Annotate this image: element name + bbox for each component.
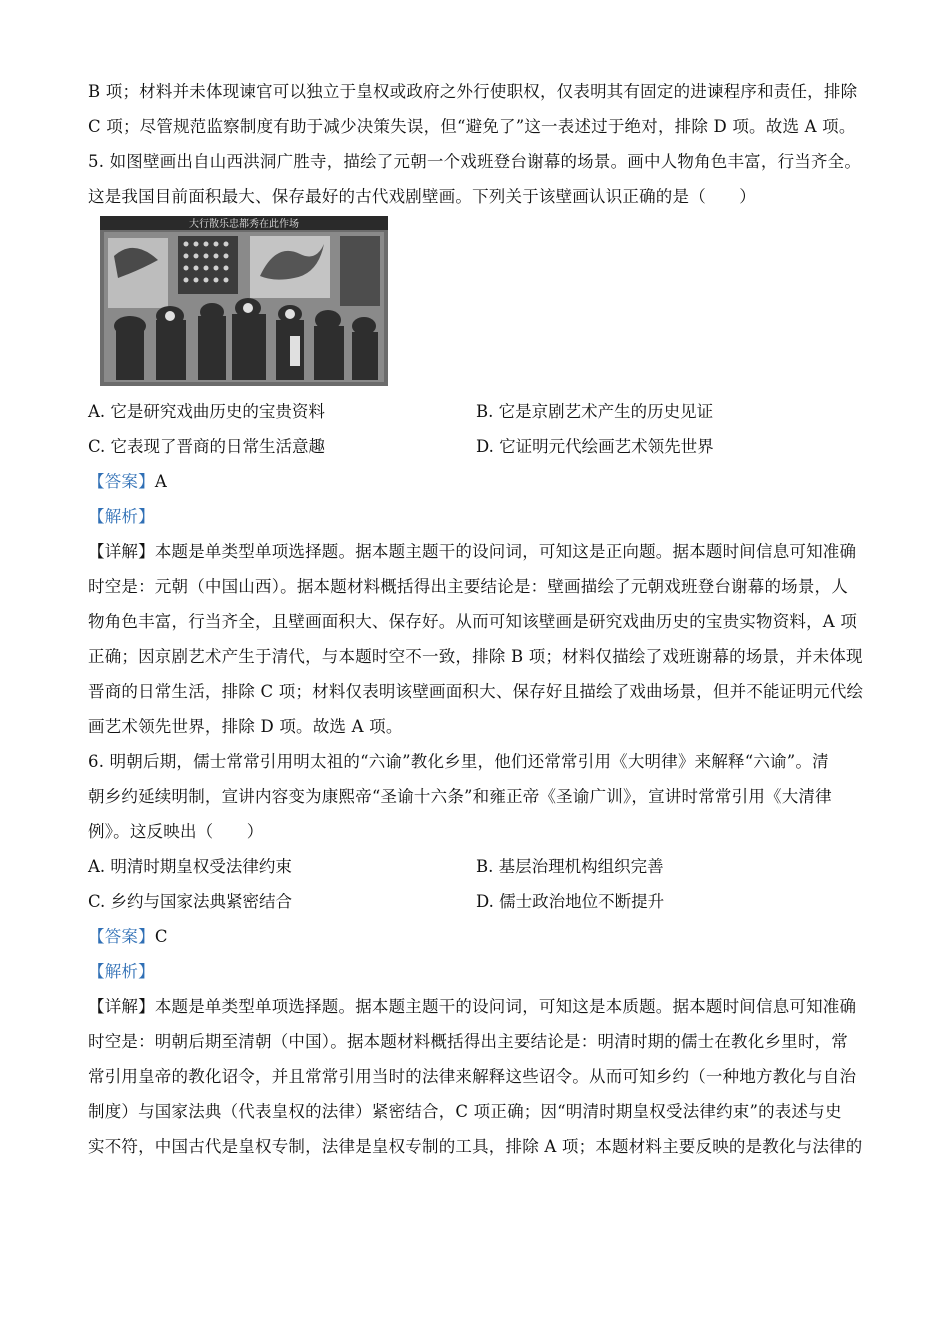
q5-detail-line-4: 正确；因京剧艺术产生于清代，与本题时空不一致，排除 B 项；材料仅描绘了戏班谢幕的场景，并未体现 bbox=[88, 647, 863, 666]
detail-tag: 【详解】 bbox=[88, 542, 155, 561]
answer-tag: 【答案】 bbox=[88, 927, 155, 946]
q5-analysis-heading bbox=[88, 499, 868, 534]
q4-explanation-line-1: B 项；材料并未体现谏官可以独立于皇权或政府之外行使职权，仅表明其有固定的进谏程序和责任，排除 bbox=[88, 82, 858, 101]
q5-options-row-2 bbox=[88, 429, 868, 464]
detail-text: 本题是单类型单项选择题。据本题主题干的设问词，可知这是正向题。据本题时间信息可知准确 bbox=[154, 542, 857, 561]
answer-value: A bbox=[154, 472, 167, 491]
q5-options-row-1 bbox=[88, 394, 868, 429]
detail-tag: 【详解】 bbox=[88, 997, 155, 1016]
q6-option-b: B. 基层治理机构组织完善 bbox=[476, 857, 664, 876]
q6-stem-line-2: 朝乡约延续明制，宣讲内容变为康熙帝“圣谕十六条”和雍正帝《圣谕广训》，宣讲时常常引用《大清律 bbox=[88, 787, 832, 806]
q5-detail-line-1 bbox=[88, 534, 868, 569]
q6-option-d: D. 儒士政治地位不断提升 bbox=[476, 892, 665, 911]
answer-tag: 【答案】 bbox=[88, 472, 155, 491]
q5-detail-line-6: 画艺术领先世界，排除 D 项。故选 A 项。 bbox=[88, 717, 403, 736]
q6-options-row-2 bbox=[88, 884, 868, 919]
q6-detail-line-3: 常引用皇帝的教化诏令，并且常常引用当时的法律来解释这些诏令。从而可知乡约（一种地方教化与自治 bbox=[88, 1067, 857, 1086]
q6-detail-line-5: 实不符，中国古代是皇权专制，法律是皇权专制的工具，排除 A 项；本题材料主要反映的是教化与法律的 bbox=[88, 1137, 863, 1156]
q6-analysis-heading bbox=[88, 954, 868, 989]
analysis-tag: 【解析】 bbox=[88, 507, 155, 526]
q5-stem-line-2: 这是我国目前面积最大、保存最好的古代戏剧壁画。下列关于该壁画认识正确的是（ ） bbox=[88, 187, 756, 206]
detail-text: 本题是单类型单项选择题。据本题主题干的设问词，可知这是本质题。据本题时间信息可知准确 bbox=[154, 997, 857, 1016]
q6-detail-line-1 bbox=[88, 989, 868, 1024]
q6-option-a: A. 明清时期皇权受法律约束 bbox=[88, 857, 292, 876]
q6-option-c: C. 乡约与国家法典紧密结合 bbox=[88, 892, 293, 911]
q6-detail-line-4: 制度）与国家法典（代表皇权的法律）紧密结合，C 项正确；因“明清时期皇权受法律约束”的表述与史 bbox=[88, 1102, 842, 1121]
q6-options-row-1 bbox=[88, 849, 868, 884]
q6-stem-line-1: 6. 明朝后期，儒士常常引用明太祖的“六谕”教化乡里，他们还常常引用《大明律》来解释“六谕”。清 bbox=[88, 752, 829, 771]
q5-detail-line-3: 物角色丰富，行当齐全，且壁画面积大、保存好。从而可知该壁画是研究戏曲历史的宝贵实物资料，A 项 bbox=[88, 612, 858, 631]
q6-stem-line-3: 例》。这反映出（ ） bbox=[88, 822, 264, 841]
answer-value: C bbox=[154, 927, 168, 946]
q5-answer bbox=[88, 464, 868, 499]
mural-image bbox=[100, 216, 388, 386]
q5-option-d: D. 它证明元代绘画艺术领先世界 bbox=[476, 437, 714, 456]
q5-option-a: A. 它是研究戏曲历史的宝贵资料 bbox=[88, 402, 325, 421]
q6-detail-line-2: 时空是：明朝后期至清朝（中国）。据本题材料概括得出主要结论是：明清时期的儒士在教化乡里时，常 bbox=[88, 1032, 848, 1051]
document-page bbox=[88, 74, 868, 1164]
q5-detail-line-5: 晋商的日常生活，排除 C 项；材料仅表明该壁画面积大、保存好且描绘了戏曲场景，但并不能证明元代绘 bbox=[88, 682, 864, 701]
mural-banner-text: 大行散乐忠都秀在此作场 bbox=[189, 219, 299, 230]
q5-detail-line-2: 时空是：元朝（中国山西）。据本题材料概括得出主要结论是：壁画描绘了元朝戏班登台谢幕的场景，人 bbox=[88, 577, 848, 596]
analysis-tag: 【解析】 bbox=[88, 962, 155, 981]
q6-answer bbox=[88, 919, 868, 954]
q5-option-b: B. 它是京剧艺术产生的历史见证 bbox=[476, 402, 714, 421]
q5-stem-line-1: 5. 如图壁画出自山西洪洞广胜寺，描绘了元朝一个戏班登台谢幕的场景。画中人物角色丰富，行当齐全。 bbox=[88, 152, 862, 171]
q4-explanation-line-2: C 项；尽管规范监察制度有助于减少决策失误，但“避免了”这一表述过于绝对，排除 D 项。故选 A 项。 bbox=[88, 117, 856, 136]
q5-option-c: C. 它表现了晋商的日常生活意趣 bbox=[88, 437, 326, 456]
